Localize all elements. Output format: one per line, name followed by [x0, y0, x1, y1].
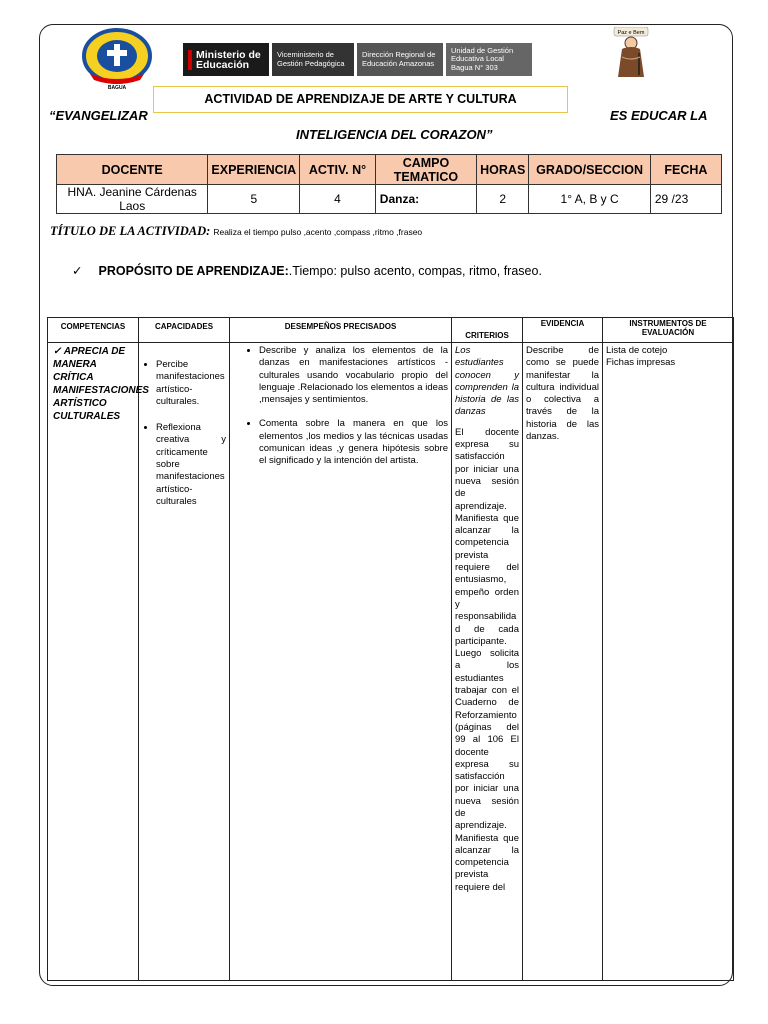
- header-desempenos: DESEMPEÑOS PRECISADOS: [230, 318, 452, 343]
- school-logo-icon: [80, 28, 154, 90]
- info-experiencia: 5: [208, 185, 300, 214]
- capacidades-list: [142, 359, 226, 508]
- proposito: [72, 263, 542, 278]
- monk-label: Paz e Bem: [617, 30, 645, 36]
- competencia-text: ✓ APRECIA DE MANERA CRÍTICA MANIFESTACIONES ARTÍSTICO CULTURALES: [53, 346, 149, 422]
- ugel-block: [446, 43, 532, 76]
- competencia-cell: [48, 343, 149, 981]
- capacidad-item: • Percibe manifestaciones artístico-culturales.: [156, 359, 226, 408]
- titulo-text: Realiza el tiempo pulso ,acento ,compass ,ritmo ,fraseo: [213, 227, 423, 237]
- info-header-campo: CAMPO TEMATICO: [375, 155, 476, 185]
- proposito-label: PROPÓSITO DE APRENDIZAJE:: [98, 264, 289, 278]
- desempeno-item: • Comenta sobre la manera en que los elementos ,los medios y las técnicas usadas comunican ideas ,y genera hipótesis sobre el significado y la intención del artista.: [259, 418, 448, 467]
- info-header-horas: HORAS: [477, 155, 529, 185]
- info-grado: 1° A, B y C: [529, 185, 651, 214]
- header-capacidades: CAPACIDADES: [139, 318, 230, 343]
- main-header-row: [48, 318, 734, 343]
- ugel-label: Unidad de Gestión Educativa Local Bagua N° 303: [451, 45, 514, 72]
- info-horas: 2: [477, 185, 529, 214]
- titulo-label: TÍTULO DE LA ACTIVIDAD:: [50, 224, 211, 238]
- ministerio-block: [183, 43, 269, 76]
- info-header-row: [57, 155, 722, 185]
- criterios-cell: [452, 343, 523, 981]
- monk-figure-icon: [608, 27, 654, 79]
- viceministerio-block: [272, 43, 354, 76]
- capacidades-cell: [139, 343, 230, 981]
- desempenos-list: [233, 345, 448, 468]
- info-header-experiencia: EXPERIENCIA: [208, 155, 300, 185]
- school-logo-caption: BAGUA: [107, 85, 127, 90]
- main-table: [47, 317, 734, 981]
- info-fecha: 29 /23: [650, 185, 721, 214]
- info-header-fecha: FECHA: [650, 155, 721, 185]
- ministerio-label: Ministerio de Educación: [196, 48, 261, 71]
- info-table: [56, 154, 722, 214]
- direccion-label: Dirección Regional de Educación Amazonas: [362, 50, 436, 68]
- direccion-block: [357, 43, 443, 76]
- motto-right: ES EDUCAR LA: [610, 108, 708, 123]
- info-campo: Danza:: [375, 185, 476, 214]
- instrumentos-cell: [603, 343, 734, 981]
- criterios-intro: Los estudiantes conocen y comprenden la historia de las danzas: [455, 345, 519, 418]
- instrumento-item: Fichas impresas: [606, 357, 676, 369]
- titulo-actividad: [50, 224, 422, 239]
- main-content-row: [48, 343, 734, 981]
- criterios-body: El docente expresa su satisfacción por iniciar una nueva sesión de aprendizaje. Manifiesta que alcanzar la competencia prevista requiere del entusiasmo, empeño orden y responsabilidad de cada participante. Luego solicita a los estudiantes trabajar con el Cuaderno de Reforzamiento (páginas del 99 al 106 El docente expresa su satisfacción por iniciar una nueva sesión de aprendizaje. Manifiesta que alcanzar la competencia prevista requiere del: [455, 426, 519, 893]
- motto-left: “EVANGELIZAR: [49, 108, 148, 123]
- info-header-grado: GRADO/SECCION: [529, 155, 651, 185]
- info-activ: 4: [300, 185, 376, 214]
- evidencia-cell: [523, 343, 603, 981]
- info-docente: HNA. Jeanine Cárdenas Laos: [57, 185, 208, 214]
- header-criterios: CRITERIOS: [452, 318, 523, 343]
- motto-bottom: INTELIGENCIA DEL CORAZON”: [296, 127, 493, 142]
- info-header-activ: ACTIV. N°: [300, 155, 376, 185]
- instrumento-item: Lista de cotejo: [606, 345, 668, 356]
- header-instrumentos: INSTRUMENTOS DE EVALUACIÓN: [603, 318, 734, 343]
- check-icon: ✓: [72, 264, 83, 278]
- evidencia-text: Describe de como se puede manifestar la cultura individual o colectiva a través de la historia de las danzas.: [526, 345, 599, 443]
- flag-icon: [188, 50, 192, 70]
- viceministerio-label: Viceministerio de Gestión Pedagógica: [277, 50, 345, 68]
- activity-title: ACTIVIDAD DE APRENDIZAJE DE ARTE Y CULTURA: [153, 86, 568, 113]
- desempeno-item: • Describe y analiza los elementos de la danzas en manifestaciones artísticos -culturales usando vocabulario propio del lenguaje .Relacionado los elementos a ideas ,mensajes y sentimientos.: [259, 345, 448, 406]
- header-evidencia: EVIDENCIA: [523, 318, 603, 343]
- info-data-row: [57, 185, 722, 214]
- info-header-docente: DOCENTE: [57, 155, 208, 185]
- capacidad-item: • Reflexiona creativa y críticamente sobre manifestaciones artístico-culturales: [156, 422, 226, 508]
- header-competencias: COMPETENCIAS: [48, 318, 139, 343]
- proposito-text: .Tiempo: pulso acento, compas, ritmo, fraseo.: [288, 264, 542, 278]
- desempenos-cell: [230, 343, 452, 981]
- government-header-strip: [183, 43, 532, 76]
